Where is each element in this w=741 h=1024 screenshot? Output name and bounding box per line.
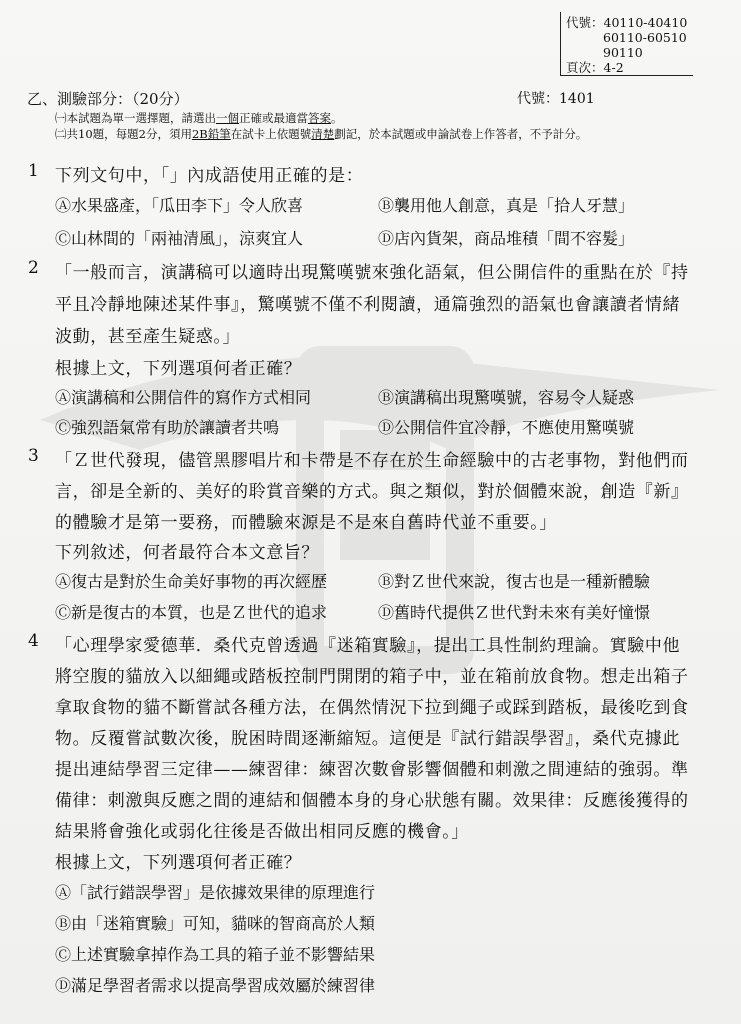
section-code: 代號：1401 xyxy=(517,91,595,107)
question-text: 結果將會強化或弱化往後是否做出相同反應的機會。」 xyxy=(55,822,469,842)
question-number: 4 xyxy=(28,631,39,651)
question-text: 下列文句中，「」內成語使用正確的是： xyxy=(55,166,364,186)
option-a: Ⓐ演講稿和公開信件的寫作方式相同 xyxy=(55,388,312,407)
page-number: 4-2 xyxy=(603,60,624,75)
question-text: 「心理學家愛德華．桑代克曾透過『迷箱實驗』，提出工具性制約理論。實驗中他 xyxy=(55,636,681,656)
question-prompt: 根據上文，下列選項何者正確？ xyxy=(55,359,302,379)
code-3: 90110 xyxy=(603,45,643,60)
option-c: Ⓒ上述實驗拿掉作為工具的箱子並不影響結果 xyxy=(55,945,376,964)
option-d: Ⓓ公開信件宜冷靜，不應使用驚嘆號 xyxy=(378,418,635,437)
question-text: 「一般而言，演講稿可以適時出現驚嘆號來強化語氣，但公開信件的重點在於『持 xyxy=(55,263,689,283)
option-d: Ⓓ店內貨架，商品堆積「間不容髮」 xyxy=(378,229,635,248)
question-number: 3 xyxy=(28,446,39,466)
section-title: 乙、測驗部分：（20分） xyxy=(27,90,189,108)
code-label: 代號： xyxy=(566,15,604,30)
question-prompt: 下列敘述，何者最符合本文意旨？ xyxy=(55,543,319,563)
option-b: Ⓑ對Ｚ世代來說，復古也是一種新體驗 xyxy=(378,572,651,591)
option-a: Ⓐ水果盛產，「瓜田李下」令人欣喜 xyxy=(55,196,304,215)
code-2: 60110-60510 xyxy=(603,30,687,45)
question-text: 將空腹的貓放入以細繩或踏板控制門開閉的箱子中，並在箱前放食物。想走出箱子 xyxy=(55,667,689,687)
question-text: 「Ｚ世代發現，儘管黑膠唱片和卡帶是不存在於生命經驗中的古老事物，對他們而 xyxy=(55,451,689,471)
question-text: 提出連結學習三定律——練習律：練習次數會影響個體和刺激之間連結的強弱。準 xyxy=(55,760,689,780)
option-c: Ⓒ強烈語氣常有助於讓讀者共鳴 xyxy=(55,418,280,437)
question-number: 2 xyxy=(28,258,39,278)
option-a: Ⓐ復古是對於生命美好事物的再次經歷 xyxy=(55,572,328,591)
exam-code-box xyxy=(560,12,693,76)
instruction-note-1: ㈠本試題為單一選擇題，請選出一個正確或最適當答案。 xyxy=(55,111,343,125)
question-text: 平且冷靜地陳述某件事』，驚嘆號不僅不利閱讀，通篇強烈的語氣也會讓讀者情緒 xyxy=(55,295,681,315)
question-text: 波動，甚至產生疑惑。」 xyxy=(55,327,241,347)
question-text: 言，卻是全新的、美好的聆賞音樂的方式。與之類似，對於個體來說，創造『新』 xyxy=(55,482,689,502)
option-b: Ⓑ演講稿出現驚嘆號，容易令人疑惑 xyxy=(378,388,635,407)
question-number: 1 xyxy=(28,161,39,181)
option-b: Ⓑ由「迷箱實驗」可知，貓咪的智商高於人類 xyxy=(55,914,376,933)
question-text: 拿取食物的貓不斷嘗試各種方法，在偶然情況下拉到繩子或踩到踏板，最後吃到食 xyxy=(55,698,689,718)
option-d: Ⓓ滿足學習者需求以提高學習成效屬於練習律 xyxy=(55,976,376,995)
page-label: 頁次： xyxy=(566,60,604,75)
question-text: 的體驗才是第一要務，而體驗來源是不是來自舊時代並不重要。」 xyxy=(55,513,557,533)
instruction-note-2: ㈡共10題，每題2分，須用2B鉛筆在試卡上依題號清楚劃記，於本試題或申論試卷上作答者，不予計分。 xyxy=(55,127,588,141)
code-1: 40110-40410 xyxy=(603,15,688,30)
option-a: Ⓐ「試行錯誤學習」是依據效果律的原理進行 xyxy=(55,883,376,902)
question-text: 備律：刺激與反應之間的連結和個體本身的身心狀態有關。效果律：反應後獲得的 xyxy=(55,791,689,811)
question-text: 物。反覆嘗試數次後，脫困時間逐漸縮短。這便是『試行錯誤學習』，桑代克據此 xyxy=(55,729,681,749)
option-d: Ⓓ舊時代提供Ｚ世代對未來有美好憧憬 xyxy=(378,603,651,622)
option-c: Ⓒ山林間的「兩袖清風」，涼爽宜人 xyxy=(55,229,304,248)
question-prompt: 根據上文，下列選項何者正確？ xyxy=(55,853,302,873)
option-c: Ⓒ新是復古的本質，也是Ｚ世代的追求 xyxy=(55,603,328,622)
option-b: Ⓑ襲用他人創意，真是「拾人牙慧」 xyxy=(378,196,635,215)
